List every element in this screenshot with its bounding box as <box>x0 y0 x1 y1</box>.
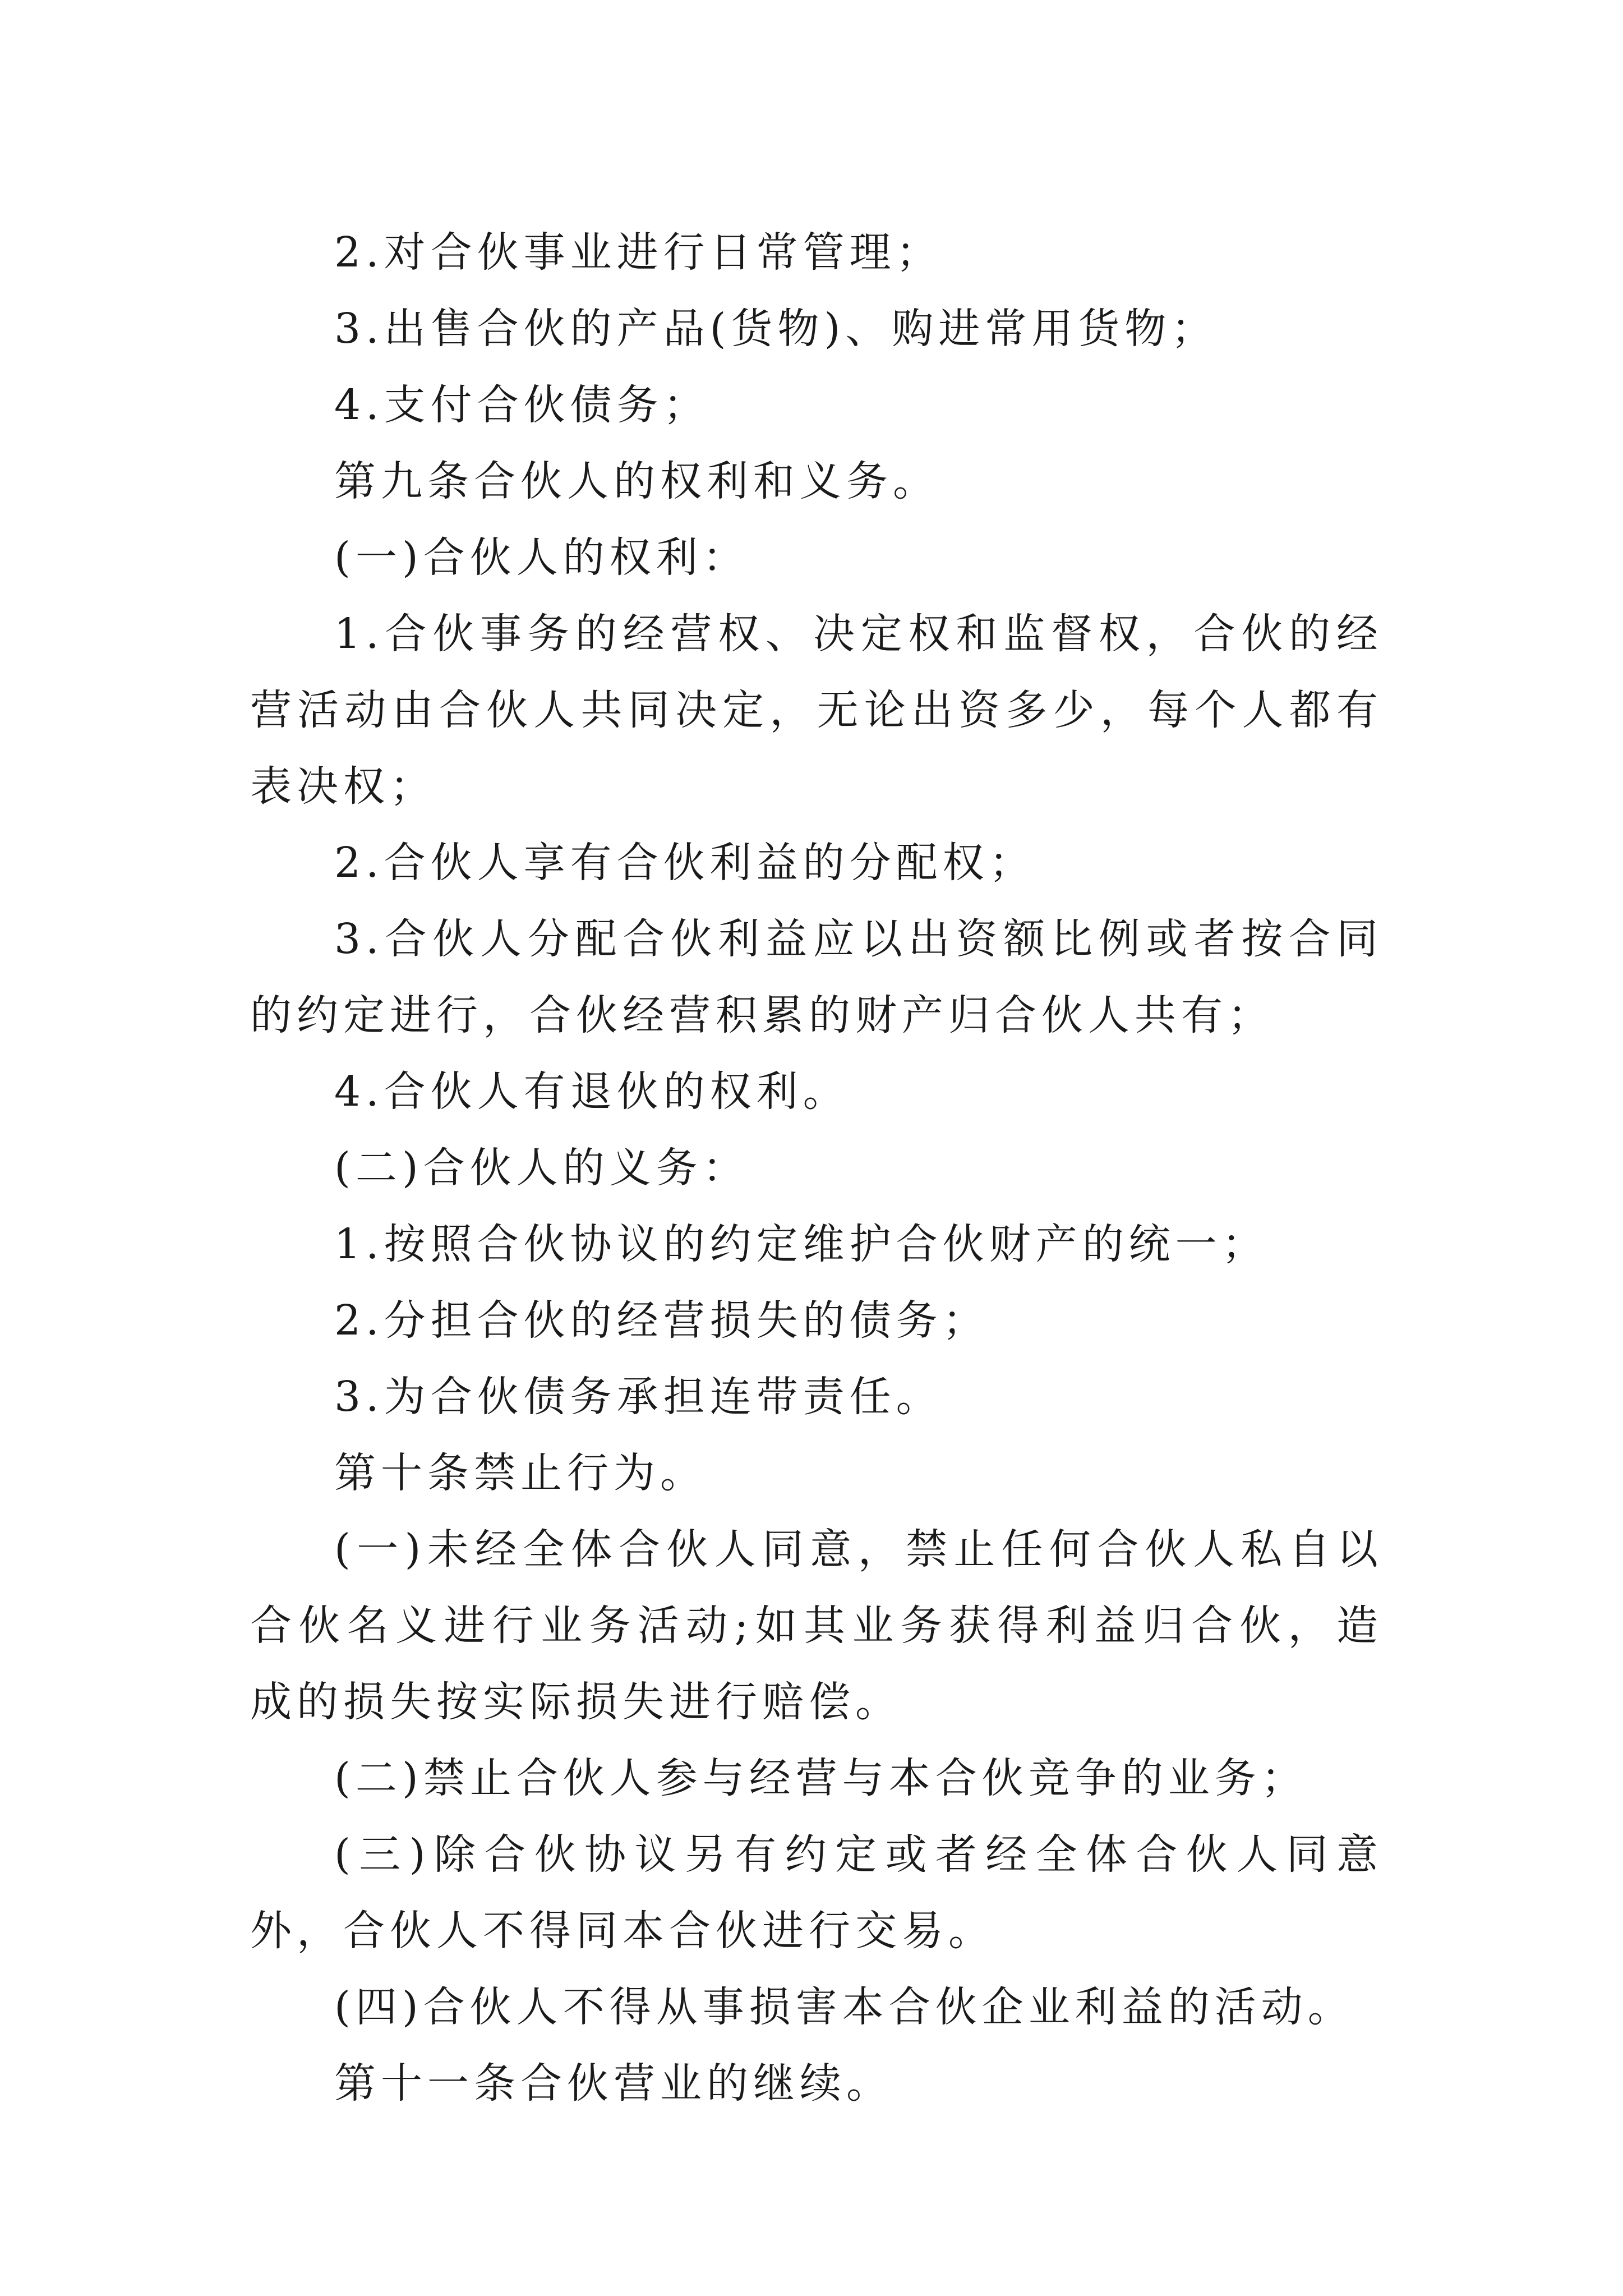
paragraph-maintain-property: 1.按照合伙协议的约定维护合伙财产的统一； <box>334 1220 1269 1268</box>
paragraph-daily-management: 2.对合伙事业进行日常管理； <box>334 228 943 277</box>
paragraph-prohibit-competition: (二)禁止合伙人参与经营与本合伙竞争的业务； <box>334 1754 1308 1802</box>
document-body <box>250 214 1383 2122</box>
paragraph-right-distribution: 2.合伙人享有合伙利益的分配权； <box>334 839 1036 887</box>
paragraph-prohibit-transactions: (三)除合伙协议另有约定或者经全体合伙人同意外，合伙人不得同本合伙进行交易。 <box>250 1830 1383 1955</box>
section-partner-rights: (一)合伙人的权利： <box>334 533 749 582</box>
paragraph-prohibit-private-business: (一)未经全体合伙人同意，禁止任何合伙人私自以合伙名义进行业务活动;如其业务获得利益归合伙，造成的损失按实际损失进行赔偿。 <box>250 1525 1383 1726</box>
article-11-heading: 第十一条合伙营业的继续。 <box>334 2059 893 2108</box>
article-10-heading: 第十条禁止行为。 <box>334 1449 707 1497</box>
paragraph-joint-liability: 3.为合伙债务承担连带责任。 <box>334 1373 943 1421</box>
article-9-heading: 第九条合伙人的权利和义务。 <box>334 457 939 505</box>
paragraph-right-management: 1.合伙事务的经营权、决定权和监督权，合伙的经营活动由合伙人共同决定，无论出资多少，每个人都有表决权； <box>250 610 1383 811</box>
paragraph-right-withdraw: 4.合伙人有退伙的权利。 <box>334 1068 850 1116</box>
paragraph-profit-allocation: 3.合伙人分配合伙利益应以出资额比例或者按合同的约定进行，合伙经营积累的财产归合伙人共有； <box>250 915 1383 1039</box>
paragraph-pay-debts: 4.支付合伙债务； <box>334 381 710 429</box>
section-partner-obligations: (二)合伙人的义务： <box>334 1144 749 1192</box>
paragraph-sell-products: 3.出售合伙的产品(货物)、购进常用货物； <box>334 305 1218 353</box>
paragraph-share-losses: 2.分担合伙的经营损失的债务； <box>334 1296 989 1345</box>
paragraph-prohibit-harm: (四)合伙人不得从事损害本合伙企业利益的活动。 <box>334 1983 1354 2031</box>
